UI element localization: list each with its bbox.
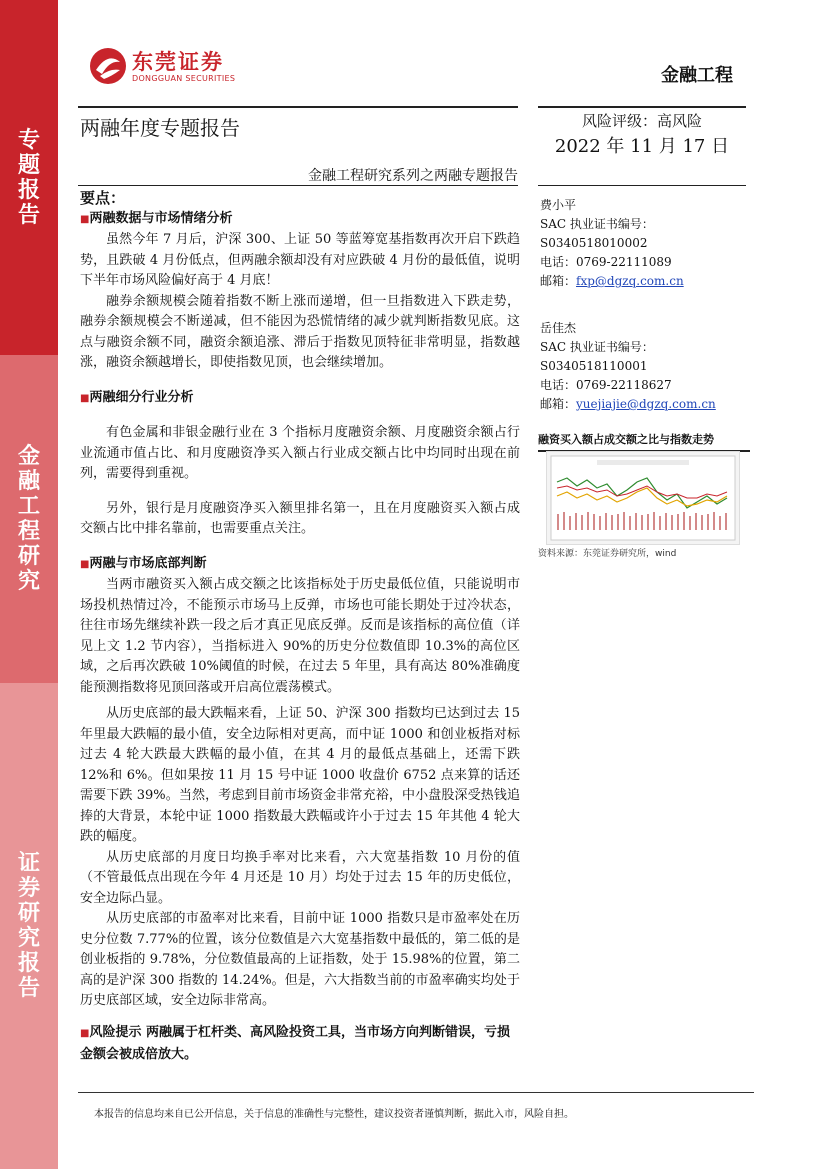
keypoints-heading: 要点： <box>80 189 126 207</box>
sidebar-label: 证券研究报告 <box>17 851 40 1001</box>
sidebar-segment-research-area <box>0 355 58 683</box>
email-label: 邮箱： <box>540 274 577 288</box>
analyst-cert: S0340518110001 <box>540 359 648 373</box>
analyst-cert-label: SAC 执业证书编号： <box>540 340 654 354</box>
analyst-cert: S0340518010002 <box>540 236 648 250</box>
section-heading-text: 两融细分行业分析 <box>89 389 194 405</box>
risk-warning-text: 风险提示 两融属于杠杆类、高风险投资工具，当市场方向判断错误，亏损金额会被成倍放大。 <box>80 1024 510 1062</box>
divider <box>78 185 518 186</box>
analyst-name: 费小平 <box>540 198 577 212</box>
disclaimer: 本报告的信息均来自已公开信息，关于信息的准确性与完整性，建议投资者谨慎判断，据此入市，风险自担。 <box>94 1109 574 1120</box>
paragraph: 当两市融资买入额占成交额之比该指标处于历史最低位值，只能说明市场投机热情过冷，不能预示市场马上反弹，市场也可能长期处于过冷状态，往往市场先继续补跌一段之后才真正见底反弹。反而是该指标的高位值（详见上文 1.2 节内容），当指标进入 90%的历史分位数值即 10.3%的高位区域，之后再次跌破 10%阈值的时候，在过去 5 年里，具有高达 80%准确度能预测指数将见顶回落或开启高位震荡模式。 <box>80 577 520 695</box>
sidebar-label: 金融工程研究 <box>17 444 40 594</box>
analyst-card <box>540 319 750 414</box>
report-date: 2022 年 11 月 17 日 <box>554 136 730 157</box>
risk-warning <box>80 1022 520 1065</box>
chart-source: 资料来源：东莞证券研究所，wind <box>538 549 677 559</box>
analyst-panel <box>540 196 750 442</box>
main-content <box>80 188 520 1065</box>
analyst-phone: 电话：0769-22111089 <box>540 255 672 269</box>
divider <box>78 106 518 108</box>
section-heading <box>80 209 520 231</box>
paragraph: 从历史底部的最大跌幅来看，上证 50、沪深 300 指数均已达到过去 15 年里最大跌幅的最小值，安全边际相对更高，而中证 1000 和创业板指对标过去 4 轮大跌最大跌幅的最小值，在其 4 月的最低点基础上，还需下跌 12%和 6%。但如果按 11 月 15 号中证 1000 收盘价 6752 点来算的话还需要下跌 39%。当然，考虑到目前市场资金非常充裕，中小盘股深受热钱追捧的大背景，本轮中证 1000 指数最大跌幅或许小于过去 15 年其他 4 轮大跌的幅度。 <box>80 706 520 844</box>
logo-mark-icon <box>88 46 128 86</box>
chart-thumbnail <box>546 451 740 545</box>
paragraph: 从历史底部的市盈率对比来看，目前中证 1000 指数只是市盈率处在历史分位数 7.77%的位置，该分位数值是六大宽基指数中最低的，第二低的是创业板指的 9.78%，分位数值最高的上证指数，处于 15.98%的位置，第二高的是沪深 300 指数的 14.24%。但是，六大指数当前的市盈率确实均处于历史底部区域，安全边际非常高。 <box>80 911 520 1008</box>
divider <box>538 185 746 186</box>
chart-title: 融资买入额占成交额之比与指数走势 <box>538 431 750 452</box>
sidebar-segment-report-class <box>0 683 58 1169</box>
analyst-name: 岳佳杰 <box>540 321 577 335</box>
company-logo <box>88 44 248 88</box>
brand-name: 东莞证券 <box>132 50 224 74</box>
analyst-phone: 电话：0769-22118627 <box>540 378 672 392</box>
sidebar-label: 专题报告 <box>17 127 40 228</box>
section-heading <box>80 388 520 410</box>
analyst-email <box>540 395 750 414</box>
paragraph: 有色金属和非银金融行业在 3 个指标月度融资余额、月度融资余额占行业流通市值占比、和月度融资净买入额占行业成交额占比中均同时出现在前列，需要得到重视。 <box>80 425 520 481</box>
analyst-email <box>540 272 750 291</box>
divider <box>538 106 746 108</box>
sidebar <box>0 0 58 1169</box>
email-link[interactable]: yuejiajie@dgzq.com.cn <box>576 397 716 411</box>
chart-image <box>547 452 739 544</box>
email-label: 邮箱： <box>540 397 577 411</box>
email-link[interactable]: fxp@dgzq.com.cn <box>576 274 684 288</box>
section-heading-text: 两融数据与市场情绪分析 <box>89 210 233 226</box>
footer-divider <box>78 1092 754 1093</box>
paragraph: 从历史底部的月度日均换手率对比来看，六大宽基指数 10 月份的值（不管最低点出现在今年 4 月还是 10 月）均处于过去 15 年的历史低位，安全边际凸显。 <box>80 849 520 906</box>
square-bullet-icon: ■ <box>80 213 90 225</box>
analyst-card <box>540 196 750 291</box>
square-bullet-icon: ■ <box>80 558 90 570</box>
report-subtitle: 金融工程研究系列之两融专题报告 <box>308 168 518 184</box>
sidebar-segment-report-type <box>0 0 58 355</box>
risk-rating: 风险评级：高风险 <box>581 112 702 130</box>
section-heading-text: 两融与市场底部判断 <box>89 555 207 571</box>
brand-name-en: DONGGUAN SECURITIES <box>132 74 236 83</box>
square-bullet-icon: ■ <box>80 392 90 404</box>
section-heading <box>80 554 520 576</box>
square-bullet-icon: ■ <box>80 1027 90 1039</box>
page-title: 两融年度专题报告 <box>80 116 240 140</box>
paragraph: 虽然今年 7 月后，沪深 300、上证 50 等蓝筹宽基指数再次开启下跌趋势，且跌破 4 月份低点，但两融余额却没有对应跌破 4 月份的最低值，说明下半年市场风险偏好高于 4 月底！ <box>80 232 520 288</box>
paragraph: 融券余额规模会随着指数不断上涨而递增，但一旦指数进入下跌走势，融券余额规模会不断递减，但不能因为恐慌情绪的减少就判断指数见底。这点与融资余额不同，融资余额追涨、滞后于指数见顶特征非常明显，指数越涨，融资余额越增长，即使指数见顶，也会继续增加。 <box>80 293 520 370</box>
paragraph: 另外，银行是月度融资净买入额里排名第一，且在月度融资买入额占成交额占比中排名靠前，也需要重点关注。 <box>80 500 520 536</box>
report-category: 金融工程 <box>661 65 733 86</box>
analyst-cert-label: SAC 执业证书编号： <box>540 217 654 231</box>
